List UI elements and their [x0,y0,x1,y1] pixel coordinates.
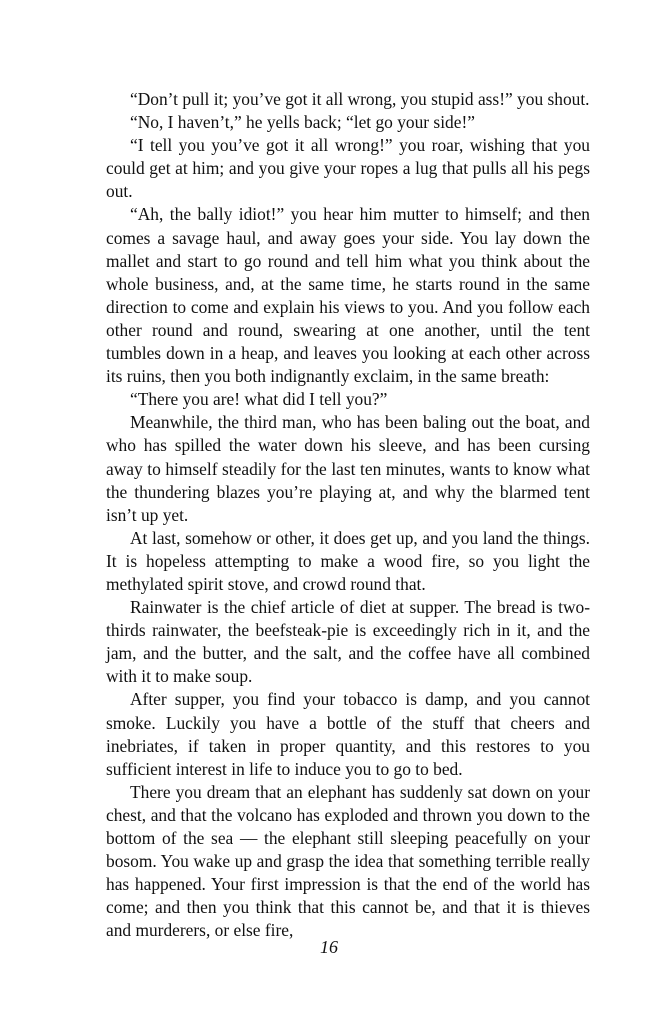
page-body [106,88,590,942]
paragraph-9: After supper, you find your tobacco is damp, and you cannot smoke. Luckily you have a bottle of the stuff that cheers and inebriates, if taken in proper quantity, and this restores to you sufficient interest in life to induce you to go to bed. [106,689,590,779]
page-number: 16 [320,937,338,957]
paragraph-8: Rainwater is the chief article of diet at supper. The bread is two-thirds rainwater, the beefsteak-pie is exceedingly rich in it, and the jam, and the butter, and the salt, and the coffee have all combined with it to make soup. [106,597,590,687]
paragraph-1: “Don’t pull it; you’ve got it all wrong, you stupid ass!” you shout. [130,89,590,109]
paragraph-7: At last, somehow or other, it does get up, and you land the things. It is hopeless attempting to make a wood fire, so you light the methylated spirit stove, and crowd round that. [106,527,590,594]
paragraph-5: “There you are! what did I tell you?” [130,389,388,410]
paragraph-2: “No, I haven’t,” he yells back; “let go your side!” [130,112,475,133]
paragraph-3: “I tell you you’ve got it all wrong!” you roar, wishing that you could get at him; and you give your ropes a lug that pulls all his pegs out. [106,135,590,202]
paragraph-6: Meanwhile, the third man, who has been baling out the boat, and who has spilled the water down his sleeve, and has been cursing away to himself steadily for the last ten minutes, wants to know what the thundering blazes you’re playing at, and why the blarmed tent isn’t up yet. [106,412,590,525]
paragraph-4: “Ah, the bally idiot!” you hear him mutter to himself; and then comes a savage haul, and away goes your side. You lay down the mallet and start to go round and tell him what you think about the whole business, and, at the same time, he starts round in the same direction to come and explain his views to you. And you follow each other round and round, swearing at one another, until the tent tumbles down in a heap, and leaves you looking at each other across its ruins, then you both indignantly exclaim, in the same breath: [106,204,590,387]
paragraph-10: There you dream that an elephant has suddenly sat down on your chest, and that the volcano has exploded and thrown you down to the bottom of the sea — the elephant still sleeping peacefully on your bosom. You wake up and grasp the idea that something terrible really has happened. Your first impression is that the end of the world has come; and then you think that this cannot be, and that it is thieves and murderers, or else fire, [106,781,590,941]
